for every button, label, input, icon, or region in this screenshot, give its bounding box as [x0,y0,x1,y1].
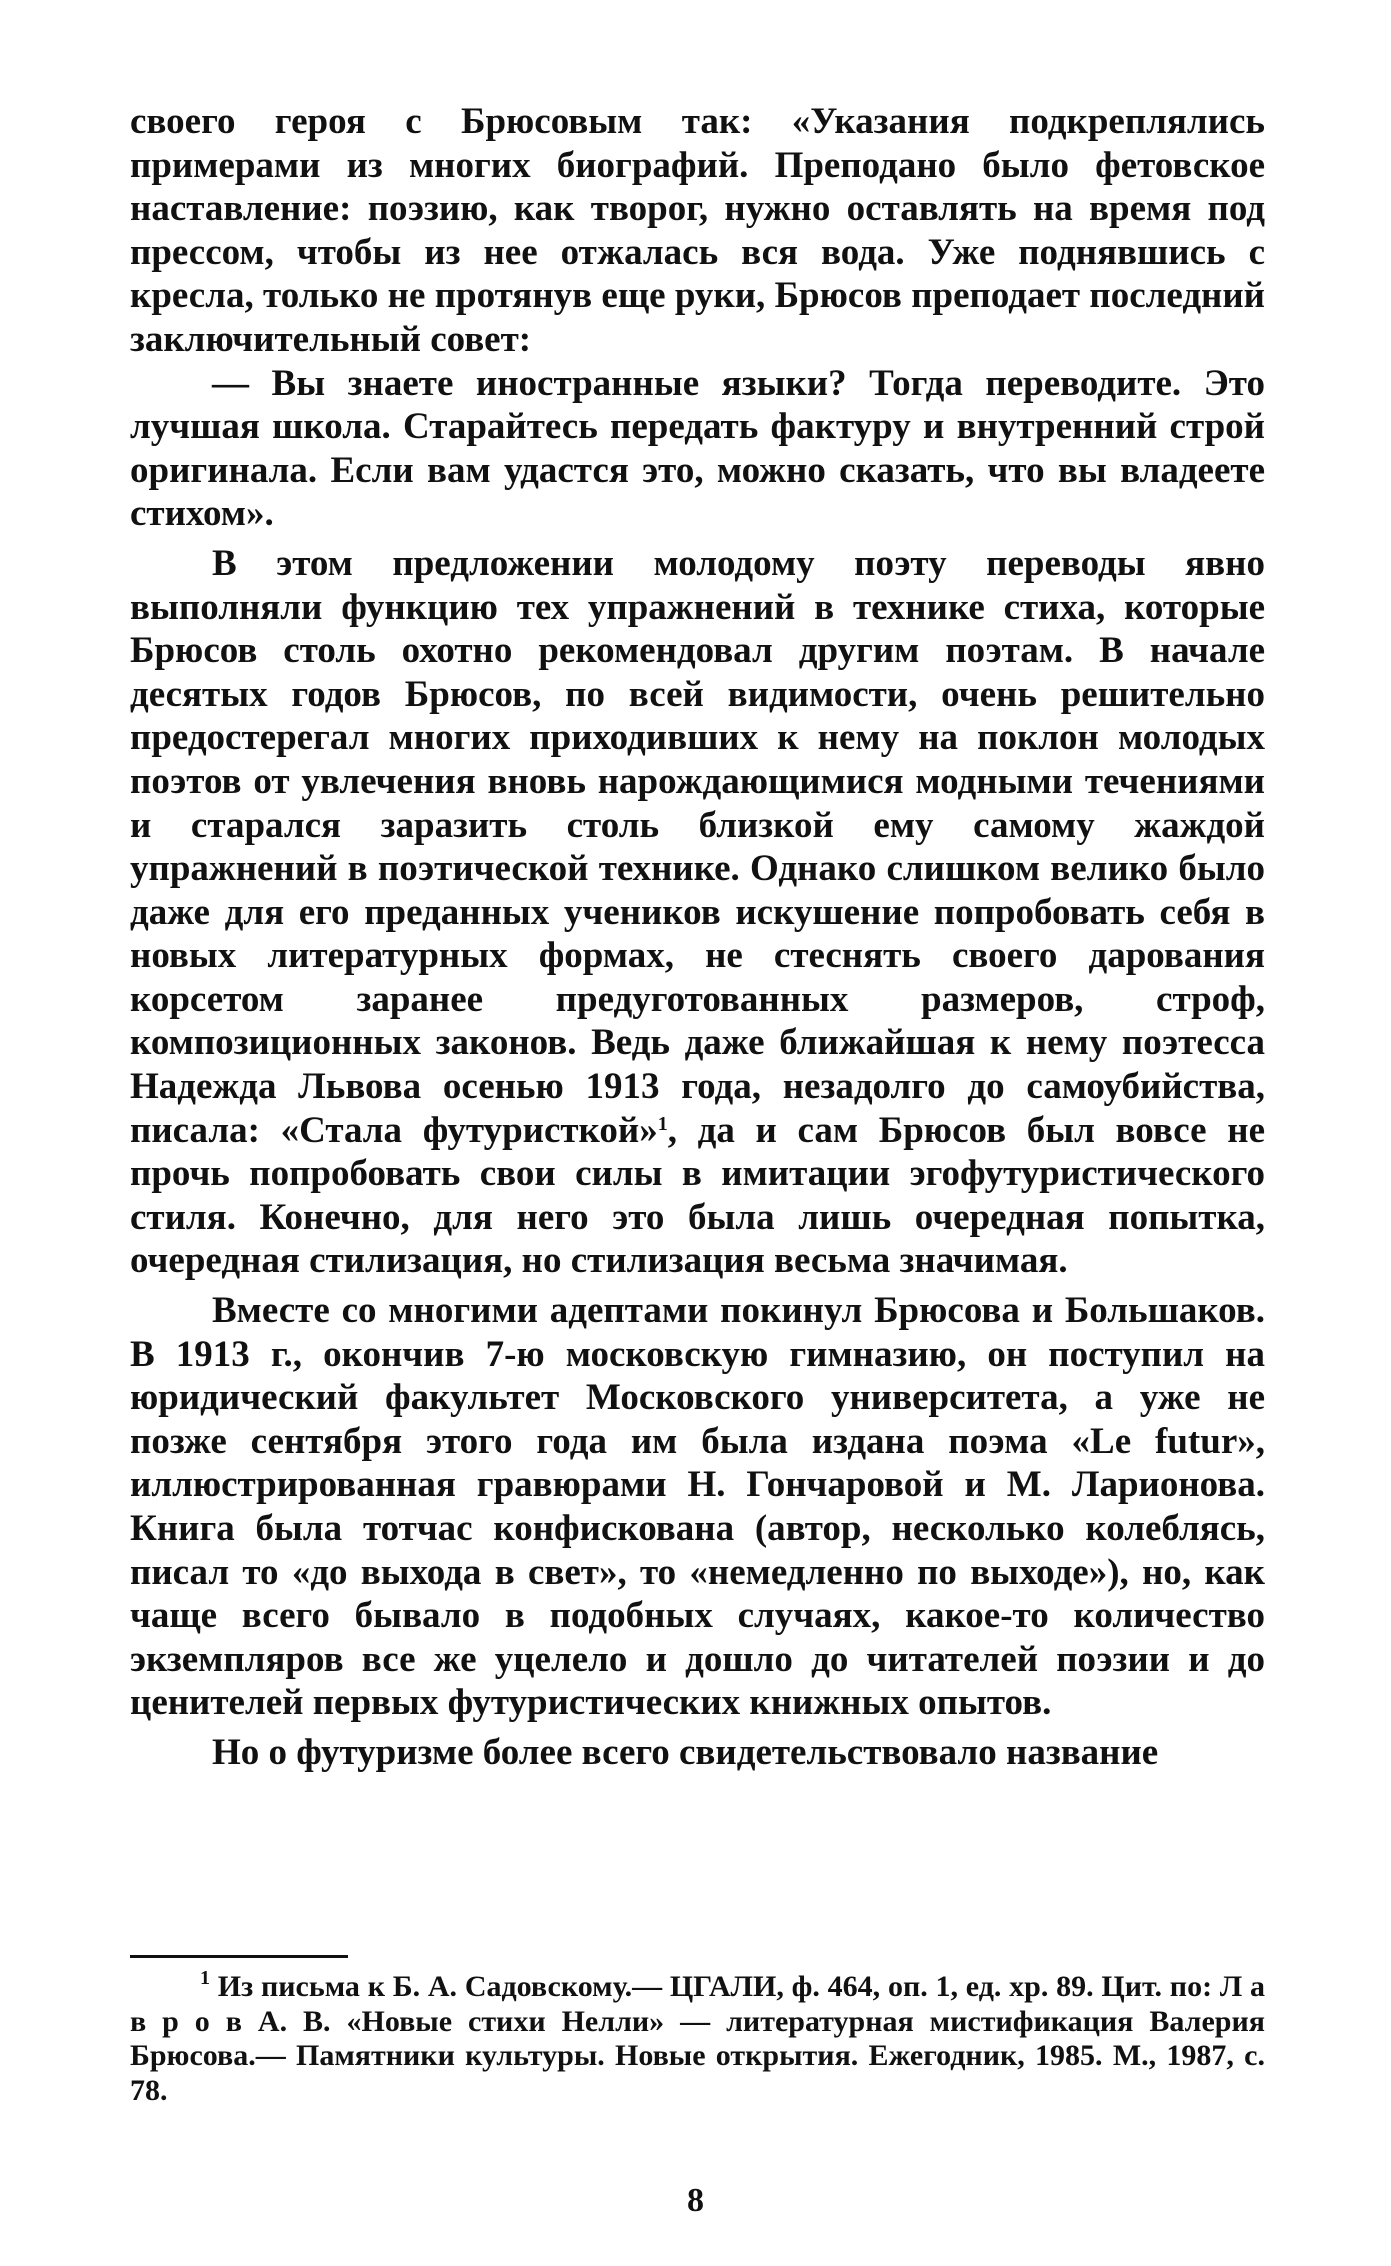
footnotes [130,1967,1265,2108]
body-text [130,100,1265,1775]
paragraph-text: Вместе со многими адептами покинул Брюсова и Большаков. В 1913 г., окончив 7-ю московскую гимназию, он поступил на юридический факультет Московского университета, а уже не позже сентября этого года им была издана поэма «Le futur», иллюстрированная гравюрами Н. Гончаровой и М. Ларионова. Книга была тотчас конфискована (автор, несколько колеблясь, писал то «до выхода в свет», то «немедленно по выходе»), но, как чаще всего бывало в подобных случаях, какое-то количество экземпляров все же уцелело и дошло до читателей поэзии и до ценителей первых футуристических книжных опытов. [130,1290,1265,1724]
paragraph-3 [130,542,1265,1283]
paragraph-2 [130,362,1265,536]
footnote-1 [130,1967,1265,2108]
paragraph-text: Но о футуризме более всего свидетельствовало название [212,1731,1159,1773]
footnote-text: Из письма к Б. А. Садовскому.— ЦГАЛИ, ф. 464, оп. 1, ед. хр. 89. Цит. по: Л а в р о в А. В. «Новые стихи Нелли» — литературная мистификация Валерия Брюсова.— Памятники культуры. Новые открытия. Ежегодник, 1985. М., 1987, с. 78. [130,1970,1265,2107]
paragraph-4 [130,1289,1265,1725]
paragraph-text: — Вы знаете иностранные языки? Тогда переводите. Это лучшая школа. Старайтесь передать фактуру и внутренний строй оригинала. Если вам удастся это, можно сказать, что вы владеете стихом». [130,362,1265,535]
paragraph-1 [130,100,1265,362]
footnote-reference: 1 [657,1112,668,1135]
page-number: 8 [687,2182,704,2219]
paragraph-text-continued: , да и сам Брюсов был вовсе не прочь попробовать свои силы в имитации эгофутуристического стиля. Конечно, для него это была лишь очередная попытка, очередная стилизация, но стилизация весьма значимая. [130,1109,1265,1282]
paragraph-text: В этом предложении молодому поэту переводы явно выполняли функцию тех упражнений в технике стиха, которые Брюсов столь охотно рекомендовал другим поэтам. В начале десятых годов Брюсов, по всей видимости, очень решительно предостерегал многих приходивших к нему на поклон молодых поэтов от увлечения вновь нарождающимися модными течениями и старался заразить столь близкой ему самому жаждой упражнений в поэтической технике. Однако слишком велико было даже для его преданных учеников искушение попробовать себя в новых литературных формах, не стеснять своего дарования корсетом заранее предуготованных размеров, строф, композиционных законов. Ведь даже ближайшая к нему поэтесса Надежда Львова осенью 1913 года, незадолго до самоубийства, писала: «Стала футуристкой» [130,542,1265,1151]
footnote-mark: 1 [200,1967,210,1989]
footnote-divider [130,1955,348,1958]
paragraph-5 [130,1731,1265,1775]
page-body [130,100,1265,1775]
paragraph-text: своего героя с Брюсовым так: «Указания подкреплялись примерами из многих биографий. Преподано было фетовское наставление: поэзию, как творог, нужно оставлять на время под прессом, чтобы из нее отжалась вся вода. Уже поднявшись с кресла, только не протянув еще руки, Брюсов преподает последний заключительный совет: [130,101,1265,360]
